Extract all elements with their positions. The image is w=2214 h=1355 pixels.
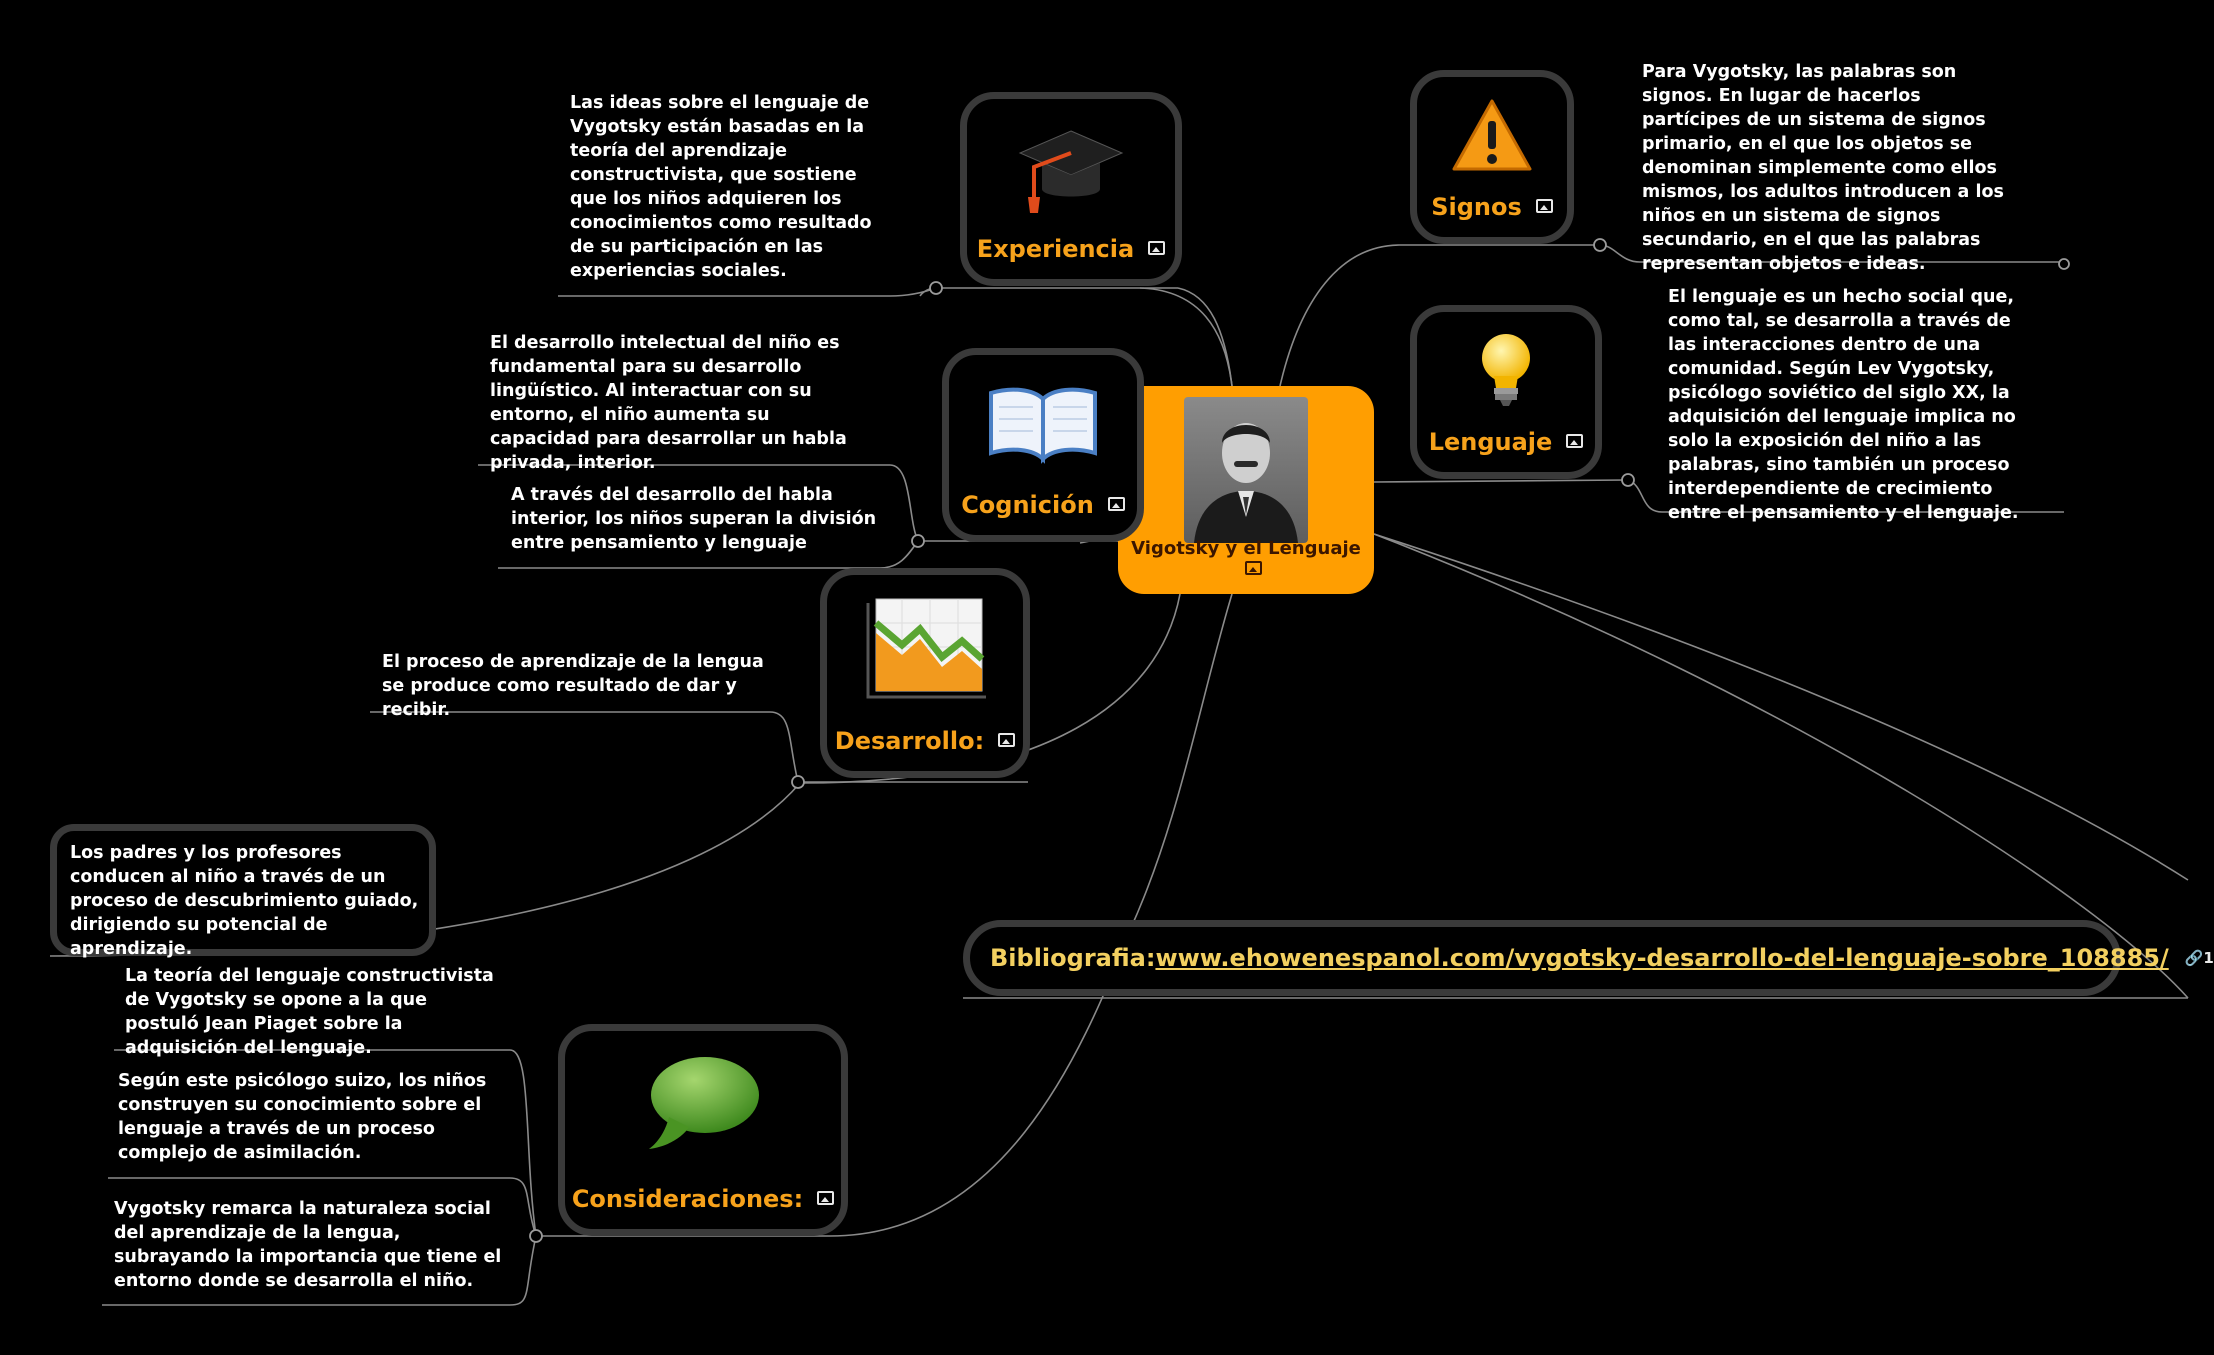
bibliografia-node[interactable] [963,920,2214,996]
image-badge-icon[interactable] [1536,199,1553,213]
image-badge-icon[interactable] [1108,497,1125,511]
bibliografia-link[interactable]: www.ehowenespanol.com/vygotsky-desarrollo-del-lenguaje-sobre_108885/ [1155,944,2169,972]
note-consideraciones-3: Vygotsky remarca la naturaleza social del aprendizaje de la lengua, subrayando la importancia que tiene el entorno donde se desarrolla el niño. [114,1199,502,1291]
speech-bubble-icon [643,1055,763,1159]
note-consideraciones-1: La teoría del lenguaje constructivista de Vygotsky se opone a la que postuló Jean Piaget sobre la adquisición del lenguaje. [125,966,494,1058]
warning-icon [1450,97,1534,177]
topic-signos-title [1417,193,1567,221]
image-badge-icon[interactable] [1566,434,1583,448]
note-consideraciones-2: Según este psicólogo suizo, los niños construyen su conocimiento sobre el lenguaje a través de un proceso complejo de asimilación. [118,1071,487,1163]
link-count: 1 [2203,949,2214,967]
topic-desarrollo-label: Desarrollo: [834,727,985,755]
note-cognicion-2: A través del desarrollo del habla interior, los niños superan la división entre pensamiento y lenguaje [511,485,877,553]
topic-consideraciones-title [565,1185,841,1213]
note-padres: Los padres y los profesores conducen al niño a través de un proceso de descubrimiento guiado, dirigiendo su potencial de aprendizaje. [70,843,419,959]
topic-desarrollo-title [827,727,1023,755]
note-cognicion-1: El desarrollo intelectual del niño es fundamental para su desarrollo lingüístico. Al interactuar con su entorno, el niño aumenta su capacidad para desarrollar un habla privada, interior. [490,333,847,473]
link-icon: 🔗 [2184,949,2204,967]
note-experiencia: Las ideas sobre el lenguaje de Vygotsky están basadas en la teoría del aprendizaje constructivista, que sostiene que los niños adquieren los conocimientos como resultado de su participación en las experiencias sociales. [570,93,872,281]
image-badge-icon[interactable] [998,733,1015,747]
topic-experiencia-title [967,235,1175,263]
link-count-badge[interactable] [2185,949,2214,967]
central-topic-label: Vigotsky y el Lenguaje [1131,538,1361,559]
topic-signos-label: Signos [1431,193,1522,221]
note-signos: Para Vygotsky, las palabras son signos. En lugar de hacerlos partícipes de un sistema de signos primario, en el que los objetos se denominan simplemente como ellos mismos, los adultos introducen a los niños en un sistema de signos secundario, en el que las palabras representan objetos e ideas. [1642,62,2004,274]
topic-consideraciones-label: Consideraciones: [571,1185,804,1213]
portrait-photo-icon [1184,397,1308,543]
topic-lenguaje[interactable] [1410,305,1602,479]
topic-experiencia[interactable] [960,92,1182,286]
image-badge-icon[interactable] [1148,241,1165,255]
open-book-icon [987,379,1099,469]
topic-lenguaje-label: Lenguaje [1428,428,1553,456]
light-bulb-icon [1474,330,1538,414]
bibliografia-label: Bibliografia: [990,944,1156,972]
topic-consideraciones[interactable] [558,1024,848,1236]
note-padres-box[interactable] [50,824,436,959]
topic-cognicion[interactable] [942,348,1144,542]
topic-desarrollo[interactable] [820,568,1030,778]
central-topic[interactable] [1118,386,1374,594]
image-badge-icon[interactable] [1245,561,1262,575]
graduation-cap-icon [1016,123,1126,223]
topic-lenguaje-title [1417,428,1595,456]
topic-cognicion-label: Cognición [961,491,1094,519]
note-desarrollo: El proceso de aprendizaje de la lengua se produce como resultado de dar y recibir. [382,652,764,720]
line-chart-icon [862,593,988,707]
image-badge-icon[interactable] [817,1191,834,1205]
central-topic-title [1118,538,1374,580]
note-lenguaje: El lenguaje es un hecho social que, como tal, se desarrolla a través de las interacciones dentro de una comunidad. Según Lev Vygotsky, psicólogo soviético del siglo XX, la adquisición del lenguaje implica no solo la exposición del niño a las palabras, sino también un proceso interdependiente de crecimiento entre el pensamiento y el lenguaje. [1668,287,2019,523]
topic-signos[interactable] [1410,70,1574,244]
topic-experiencia-label: Experiencia [976,235,1135,263]
topic-cognicion-title [949,491,1137,519]
